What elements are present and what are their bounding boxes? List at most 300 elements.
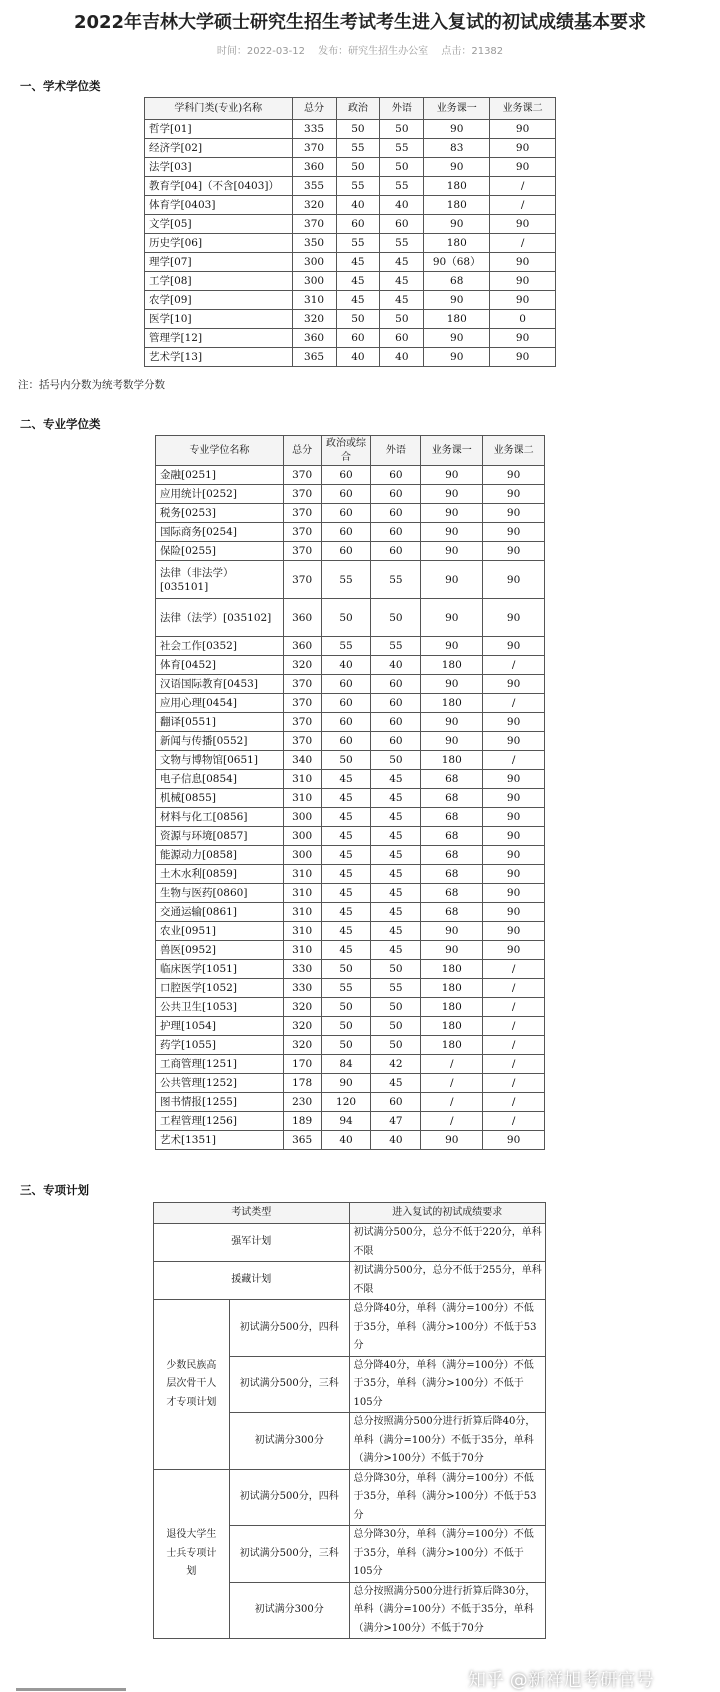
degree-name-cell: 汉语国际教育[0453] [156, 675, 284, 694]
score-cell: 310 [283, 884, 321, 903]
score-cell: 90 [424, 291, 490, 310]
subject-name-cell: 管理学[12] [145, 329, 293, 348]
score-cell: 370 [283, 542, 321, 561]
score-cell: 90 [483, 865, 545, 884]
score-cell: 60 [321, 485, 371, 504]
score-cell: 310 [292, 291, 336, 310]
subject-name-cell: 教育学[04]（不含[0403]） [145, 177, 293, 196]
table-row [156, 1017, 545, 1036]
exam-type: 初试满分500分，四科 [229, 1469, 349, 1526]
score-cell: / [421, 1093, 483, 1112]
section-heading-academic: 一、学术学位类 [20, 79, 101, 93]
score-cell: 50 [321, 1036, 371, 1055]
score-cell: / [483, 751, 545, 770]
degree-name-cell: 机械[0855] [156, 789, 284, 808]
score-cell: 68 [421, 770, 483, 789]
exam-type: 初试满分300分 [229, 1413, 349, 1470]
score-cell: 360 [283, 599, 321, 637]
score-cell: 360 [292, 158, 336, 177]
degree-name-cell: 护理[1054] [156, 1017, 284, 1036]
exam-type: 初试满分300分 [229, 1582, 349, 1639]
column-header: 学科门类(专业)名称 [145, 98, 293, 120]
score-cell: 90 [483, 770, 545, 789]
column-header: 外语 [380, 98, 424, 120]
degree-name-cell: 临床医学[1051] [156, 960, 284, 979]
table-row [156, 1093, 545, 1112]
degree-name-cell: 口腔医学[1052] [156, 979, 284, 998]
degree-name-cell: 工商管理[1251] [156, 1055, 284, 1074]
score-cell: / [483, 960, 545, 979]
score-cell: 90 [483, 846, 545, 865]
score-cell: 320 [292, 196, 336, 215]
score-cell: 90 [483, 561, 545, 599]
degree-name-cell: 电子信息[0854] [156, 770, 284, 789]
score-cell: 90 [421, 713, 483, 732]
score-cell: 40 [371, 656, 421, 675]
table-row [156, 732, 545, 751]
score-cell: 90 [483, 808, 545, 827]
score-cell: 90 [483, 504, 545, 523]
score-cell: 55 [321, 979, 371, 998]
score-cell: 180 [421, 1017, 483, 1036]
score-cell: 60 [321, 694, 371, 713]
score-cell: / [421, 1112, 483, 1131]
score-cell: 45 [321, 789, 371, 808]
score-cell: / [483, 1074, 545, 1093]
score-cell: 50 [380, 158, 424, 177]
score-cell: 45 [371, 846, 421, 865]
table-note: 注：括号内分数为统考数学分数 [18, 379, 165, 391]
column-header: 外语 [371, 436, 421, 466]
score-cell: 300 [283, 827, 321, 846]
score-cell: 55 [371, 561, 421, 599]
score-cell: 180 [421, 998, 483, 1017]
score-cell: 90 [490, 329, 556, 348]
score-cell: 50 [336, 310, 380, 329]
score-cell: 45 [321, 922, 371, 941]
degree-name-cell: 药学[1055] [156, 1036, 284, 1055]
table-row [156, 998, 545, 1017]
score-cell: 55 [321, 561, 371, 599]
score-cell: 50 [336, 158, 380, 177]
score-cell: 310 [283, 865, 321, 884]
score-cell: 330 [283, 979, 321, 998]
degree-name-cell: 交通运输[0861] [156, 903, 284, 922]
exam-type: 初试满分500分，四科 [229, 1300, 349, 1357]
score-cell: 60 [321, 466, 371, 485]
score-cell: 310 [283, 903, 321, 922]
table-row [156, 1112, 545, 1131]
column-header: 政治 [336, 98, 380, 120]
score-cell: 45 [371, 1074, 421, 1093]
score-cell: 90 [490, 253, 556, 272]
article-meta [0, 42, 720, 57]
score-cell: 55 [321, 637, 371, 656]
table-row [156, 979, 545, 998]
score-cell: 90 [483, 637, 545, 656]
score-cell: 40 [336, 348, 380, 367]
degree-name-cell: 公共卫生[1053] [156, 998, 284, 1017]
score-cell: 90 [421, 542, 483, 561]
score-cell: 90 [490, 215, 556, 234]
score-cell: 60 [380, 329, 424, 348]
score-cell: 310 [283, 770, 321, 789]
score-cell: 55 [380, 234, 424, 253]
score-cell: 90 [483, 523, 545, 542]
score-cell: 90 [483, 884, 545, 903]
score-cell: 55 [336, 139, 380, 158]
score-cell: 180 [424, 196, 490, 215]
score-cell: 178 [283, 1074, 321, 1093]
degree-name-cell: 艺术[1351] [156, 1131, 284, 1150]
score-cell: / [490, 177, 556, 196]
plan-label: 强军计划 [154, 1224, 350, 1262]
score-cell: 180 [421, 751, 483, 770]
score-cell: 90 [424, 329, 490, 348]
plan-group-label: 少数民族高层次骨干人才专项计划 [154, 1300, 230, 1470]
score-cell: / [483, 656, 545, 675]
score-cell: 340 [283, 751, 321, 770]
score-cell: 300 [283, 808, 321, 827]
score-cell: 180 [421, 979, 483, 998]
score-cell: 45 [380, 291, 424, 310]
score-cell: 45 [371, 941, 421, 960]
score-cell: 50 [321, 960, 371, 979]
score-cell: 90 [421, 523, 483, 542]
score-cell: 370 [283, 485, 321, 504]
score-cell: 50 [380, 310, 424, 329]
score-cell: 370 [283, 675, 321, 694]
table-row [145, 272, 556, 291]
degree-name-cell: 公共管理[1252] [156, 1074, 284, 1093]
score-cell: 68 [421, 827, 483, 846]
score-cell: 120 [321, 1093, 371, 1112]
score-cell: 68 [421, 884, 483, 903]
degree-name-cell: 资源与环境[0857] [156, 827, 284, 846]
score-cell: 320 [283, 1017, 321, 1036]
score-cell: / [483, 998, 545, 1017]
score-cell: 370 [283, 713, 321, 732]
score-cell: 68 [421, 865, 483, 884]
score-cell: 90 [483, 713, 545, 732]
score-cell: 90 [483, 941, 545, 960]
degree-name-cell: 金融[0251] [156, 466, 284, 485]
table-row [156, 675, 545, 694]
score-cell: 45 [380, 272, 424, 291]
score-cell: 60 [321, 732, 371, 751]
score-cell: 50 [371, 1017, 421, 1036]
score-cell: 40 [380, 196, 424, 215]
score-cell: 60 [371, 694, 421, 713]
plan-requirement: 总分按照满分500分进行折算后降40分，单科（满分=100分）不低于35分，单科（满分>100分）不低于70分 [349, 1413, 545, 1470]
table-row [156, 884, 545, 903]
score-cell: 45 [371, 884, 421, 903]
score-cell: / [483, 1036, 545, 1055]
table-row [145, 291, 556, 310]
score-cell: 45 [321, 865, 371, 884]
score-cell: 60 [371, 713, 421, 732]
column-header: 总分 [283, 436, 321, 466]
score-cell: 370 [292, 215, 336, 234]
watermark: 知乎 @新祥旭考研官号 [468, 1670, 654, 1691]
score-cell: 50 [371, 599, 421, 637]
special-plan-table [153, 1202, 546, 1639]
score-cell: 370 [283, 561, 321, 599]
table-row [156, 637, 545, 656]
score-cell: 180 [424, 234, 490, 253]
score-cell: 45 [321, 827, 371, 846]
score-cell: 60 [336, 215, 380, 234]
score-cell: 60 [321, 523, 371, 542]
score-cell: 60 [371, 523, 421, 542]
degree-name-cell: 土木水利[0859] [156, 865, 284, 884]
column-header: 总分 [292, 98, 336, 120]
plan-requirement: 总分按照满分500分进行折算后降30分，单科（满分=100分）不低于35分，单科（满分>100分）不低于70分 [349, 1582, 545, 1639]
score-cell: / [490, 234, 556, 253]
score-cell: 90 [421, 561, 483, 599]
score-cell: 350 [292, 234, 336, 253]
score-cell: 180 [421, 1036, 483, 1055]
table-row [156, 960, 545, 979]
table-row [145, 329, 556, 348]
score-cell: 45 [371, 922, 421, 941]
table-row [156, 466, 545, 485]
score-cell: 68 [424, 272, 490, 291]
score-cell: 50 [321, 599, 371, 637]
score-cell: 90 [421, 599, 483, 637]
score-cell: 83 [424, 139, 490, 158]
subject-name-cell: 理学[07] [145, 253, 293, 272]
score-cell: 60 [371, 732, 421, 751]
score-cell: 320 [292, 310, 336, 329]
table-row [156, 504, 545, 523]
score-cell: 330 [283, 960, 321, 979]
subject-name-cell: 法学[03] [145, 158, 293, 177]
score-cell: 90 [483, 732, 545, 751]
score-cell: 360 [283, 637, 321, 656]
plan-requirement: 总分降30分，单科（满分=100分）不低于35分，单科（满分>100分）不低于105分 [349, 1526, 545, 1583]
publisher: 发布：研究生招生办公室 [318, 46, 429, 57]
score-cell: 60 [336, 329, 380, 348]
column-header: 业务课二 [490, 98, 556, 120]
table-row [145, 348, 556, 367]
score-cell: 68 [421, 808, 483, 827]
score-cell: 60 [371, 1093, 421, 1112]
score-cell: 68 [421, 903, 483, 922]
column-header: 考试类型 [154, 1203, 350, 1224]
score-cell: 370 [283, 466, 321, 485]
plan-row [154, 1469, 546, 1526]
degree-name-cell: 应用心理[0454] [156, 694, 284, 713]
score-cell: 90 [421, 922, 483, 941]
score-cell: 94 [321, 1112, 371, 1131]
table-row [156, 656, 545, 675]
score-cell: 45 [371, 770, 421, 789]
degree-name-cell: 法律（法学）[035102] [156, 599, 284, 637]
table-row [145, 158, 556, 177]
score-cell: 60 [380, 215, 424, 234]
score-cell: 189 [283, 1112, 321, 1131]
score-cell: 45 [321, 941, 371, 960]
score-cell: / [483, 1017, 545, 1036]
plan-requirement: 总分降40分，单科（满分=100分）不低于35分，单科（满分>100分）不低于105分 [349, 1356, 545, 1413]
score-cell: 68 [421, 789, 483, 808]
score-cell: 90（68） [424, 253, 490, 272]
subject-name-cell: 文学[05] [145, 215, 293, 234]
table-row [156, 561, 545, 599]
score-cell: 90 [483, 675, 545, 694]
score-cell: 60 [371, 504, 421, 523]
degree-name-cell: 税务[0253] [156, 504, 284, 523]
column-header: 业务课一 [421, 436, 483, 466]
plan-label: 援藏计划 [154, 1262, 350, 1300]
degree-name-cell: 文物与博物馆[0651] [156, 751, 284, 770]
score-cell: 40 [371, 1131, 421, 1150]
score-cell: 365 [292, 348, 336, 367]
score-cell: 55 [336, 177, 380, 196]
table-row [145, 234, 556, 253]
score-cell: 180 [421, 694, 483, 713]
score-cell: 50 [371, 1036, 421, 1055]
degree-name-cell: 法律（非法学）[035101] [156, 561, 284, 599]
table-row [145, 196, 556, 215]
subject-name-cell: 历史学[06] [145, 234, 293, 253]
subject-name-cell: 工学[08] [145, 272, 293, 291]
score-cell: 68 [421, 846, 483, 865]
score-cell: / [421, 1074, 483, 1093]
score-cell: 90 [483, 1131, 545, 1150]
score-cell: 90 [321, 1074, 371, 1093]
table-row [145, 253, 556, 272]
column-header: 政治或综合 [321, 436, 371, 466]
score-cell: 0 [490, 310, 556, 329]
score-cell: 90 [483, 922, 545, 941]
score-cell: 55 [380, 139, 424, 158]
column-header: 业务课二 [483, 436, 545, 466]
score-cell: 90 [421, 941, 483, 960]
plan-group-label: 退役大学生士兵专项计划 [154, 1469, 230, 1639]
score-cell: 370 [283, 504, 321, 523]
table-row [145, 215, 556, 234]
score-cell: 45 [321, 884, 371, 903]
score-cell: 170 [283, 1055, 321, 1074]
degree-name-cell: 工程管理[1256] [156, 1112, 284, 1131]
table-row [156, 1074, 545, 1093]
degree-name-cell: 新闻与传播[0552] [156, 732, 284, 751]
table-row [156, 770, 545, 789]
degree-name-cell: 翻译[0551] [156, 713, 284, 732]
table-row [145, 139, 556, 158]
degree-name-cell: 生物与医药[0860] [156, 884, 284, 903]
score-cell: / [483, 979, 545, 998]
score-cell: 45 [321, 770, 371, 789]
table-row [156, 599, 545, 637]
table-row [156, 1055, 545, 1074]
score-cell: 84 [321, 1055, 371, 1074]
section-heading-professional: 二、专业学位类 [20, 417, 101, 431]
score-cell: 230 [283, 1093, 321, 1112]
exam-type: 初试满分500分，三科 [229, 1526, 349, 1583]
score-cell: 90 [483, 903, 545, 922]
score-cell: 90 [424, 120, 490, 139]
table-row [156, 789, 545, 808]
table-row [145, 177, 556, 196]
score-cell: 310 [283, 922, 321, 941]
table-row [156, 523, 545, 542]
degree-name-cell: 国际商务[0254] [156, 523, 284, 542]
score-cell: 50 [371, 960, 421, 979]
score-cell: 180 [424, 310, 490, 329]
table-row [156, 922, 545, 941]
page-title: 2022年吉林大学硕士研究生招生考试考生进入复试的初试成绩基本要求 [73, 12, 647, 33]
table-row [156, 713, 545, 732]
score-cell: 360 [292, 329, 336, 348]
score-cell: 40 [380, 348, 424, 367]
score-cell: 90 [424, 215, 490, 234]
column-header: 业务课一 [424, 98, 490, 120]
score-cell: 50 [336, 120, 380, 139]
score-cell: 45 [371, 808, 421, 827]
degree-name-cell: 能源动力[0858] [156, 846, 284, 865]
degree-name-cell: 应用统计[0252] [156, 485, 284, 504]
table-row [156, 542, 545, 561]
table-header-row [154, 1203, 546, 1224]
column-header: 进入复试的初试成绩要求 [349, 1203, 545, 1224]
table-row [156, 1036, 545, 1055]
subject-name-cell: 农学[09] [145, 291, 293, 310]
plan-row [154, 1262, 546, 1300]
score-cell: 40 [321, 1131, 371, 1150]
score-cell: 90 [483, 542, 545, 561]
score-cell: 370 [292, 139, 336, 158]
click-count: 点击：21382 [441, 46, 504, 57]
subject-name-cell: 医学[10] [145, 310, 293, 329]
exam-type: 初试满分500分，三科 [229, 1356, 349, 1413]
score-cell: 45 [371, 903, 421, 922]
plan-requirement: 总分降40分，单科（满分=100分）不低于35分，单科（满分>100分）不低于53分 [349, 1300, 545, 1357]
score-cell: 40 [321, 656, 371, 675]
score-cell: 47 [371, 1112, 421, 1131]
score-cell: 335 [292, 120, 336, 139]
score-cell: 90 [490, 348, 556, 367]
plan-row [154, 1300, 546, 1357]
score-cell: 90 [424, 348, 490, 367]
score-cell: 45 [380, 253, 424, 272]
score-cell: 55 [380, 177, 424, 196]
score-cell: 300 [292, 253, 336, 272]
plan-requirement: 初试满分500分，总分不低于220分，单科不限 [349, 1224, 545, 1262]
plan-requirement: 总分降30分，单科（满分=100分）不低于35分，单科（满分>100分）不低于53分 [349, 1469, 545, 1526]
plan-row [154, 1224, 546, 1262]
score-cell: 45 [336, 253, 380, 272]
table-row [156, 827, 545, 846]
table-row [145, 120, 556, 139]
score-cell: 90 [483, 789, 545, 808]
score-cell: 90 [490, 120, 556, 139]
table-row [156, 485, 545, 504]
table-row [156, 865, 545, 884]
subject-name-cell: 艺术学[13] [145, 348, 293, 367]
score-cell: 50 [321, 1017, 371, 1036]
score-cell: 45 [336, 291, 380, 310]
score-cell: 180 [424, 177, 490, 196]
score-cell: 320 [283, 998, 321, 1017]
score-cell: 50 [321, 751, 371, 770]
academic-degree-table [144, 97, 556, 367]
score-cell: 90 [490, 139, 556, 158]
score-cell: 45 [321, 903, 371, 922]
score-cell: 50 [371, 998, 421, 1017]
